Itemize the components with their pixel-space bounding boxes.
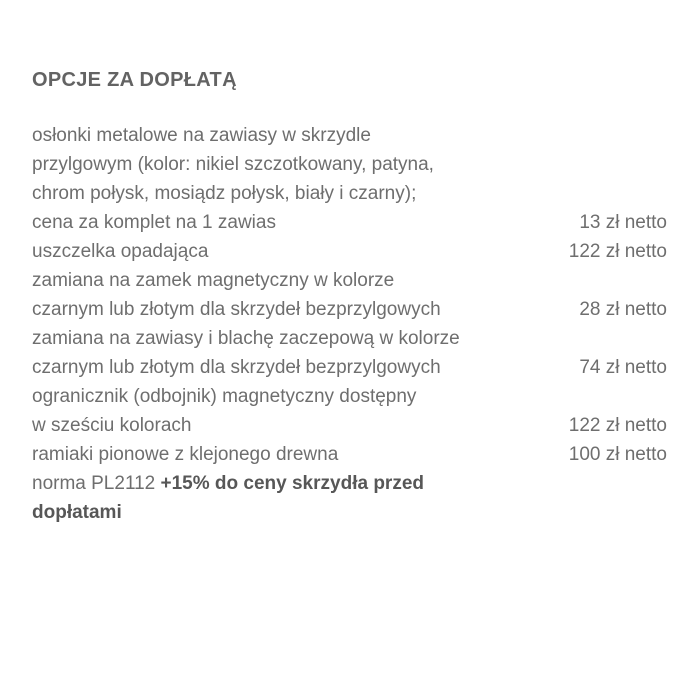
line-price: 122 zł netto bbox=[568, 241, 667, 262]
line-text-normal: w sześciu kolorach bbox=[32, 415, 192, 436]
line-text bbox=[32, 498, 122, 527]
line-text-normal: cena za komplet na 1 zawias bbox=[32, 212, 276, 233]
price-line bbox=[32, 121, 667, 150]
line-text-normal: chrom połysk, mosiądz połysk, biały i czarny); bbox=[32, 183, 417, 204]
line-text bbox=[32, 353, 441, 382]
line-text-normal: zamiana na zamek magnetyczny w kolorze bbox=[32, 270, 395, 291]
price-line bbox=[32, 382, 667, 411]
line-text-normal: ogranicznik (odbojnik) magnetyczny dostępny bbox=[32, 386, 417, 407]
line-text bbox=[32, 295, 441, 324]
line-text bbox=[32, 237, 208, 266]
price-line bbox=[32, 179, 667, 208]
line-text-normal: ramiaki pionowe z klejonego drewna bbox=[32, 444, 339, 465]
price-line bbox=[32, 266, 667, 295]
line-text bbox=[32, 121, 371, 150]
line-text bbox=[32, 150, 434, 179]
line-text-normal: czarnym lub złotym dla skrzydeł bezprzylgowych bbox=[32, 357, 441, 378]
line-text-normal: zamiana na zawiasy i blachę zaczepową w kolorze bbox=[32, 328, 460, 349]
price-line bbox=[32, 208, 667, 237]
line-text-normal: przylgowym (kolor: nikiel szczotkowany, patyna, bbox=[32, 154, 434, 175]
price-line bbox=[32, 440, 667, 469]
price-line bbox=[32, 150, 667, 179]
line-price: 122 zł netto bbox=[568, 415, 667, 436]
line-price: 28 zł netto bbox=[579, 299, 667, 320]
line-text-bold: +15% do ceny skrzydła przed bbox=[160, 473, 424, 494]
line-price: 100 zł netto bbox=[568, 444, 667, 465]
page-title: OPCJE ZA DOPŁATĄ bbox=[32, 69, 237, 91]
price-line bbox=[32, 324, 667, 353]
price-line bbox=[32, 295, 667, 324]
price-line bbox=[32, 469, 667, 498]
line-text-normal: uszczelka opadająca bbox=[32, 241, 209, 262]
line-text-normal: osłonki metalowe na zawiasy w skrzydle bbox=[32, 125, 371, 146]
price-line bbox=[32, 353, 667, 382]
line-text-bold: dopłatami bbox=[32, 502, 122, 523]
line-text bbox=[32, 469, 424, 498]
line-text bbox=[32, 324, 460, 353]
line-text-normal: czarnym lub złotym dla skrzydeł bezprzylgowych bbox=[32, 299, 441, 320]
line-price: 13 zł netto bbox=[579, 212, 667, 233]
price-line bbox=[32, 498, 667, 527]
line-text-normal: norma PL2112 bbox=[32, 473, 161, 494]
price-line bbox=[32, 411, 667, 440]
price-list bbox=[32, 121, 667, 527]
line-text bbox=[32, 208, 276, 237]
line-text bbox=[32, 179, 416, 208]
line-text bbox=[32, 440, 338, 469]
line-text bbox=[32, 411, 191, 440]
price-line bbox=[32, 237, 667, 266]
line-price: 74 zł netto bbox=[579, 357, 667, 378]
line-text bbox=[32, 266, 394, 295]
line-text bbox=[32, 382, 416, 411]
